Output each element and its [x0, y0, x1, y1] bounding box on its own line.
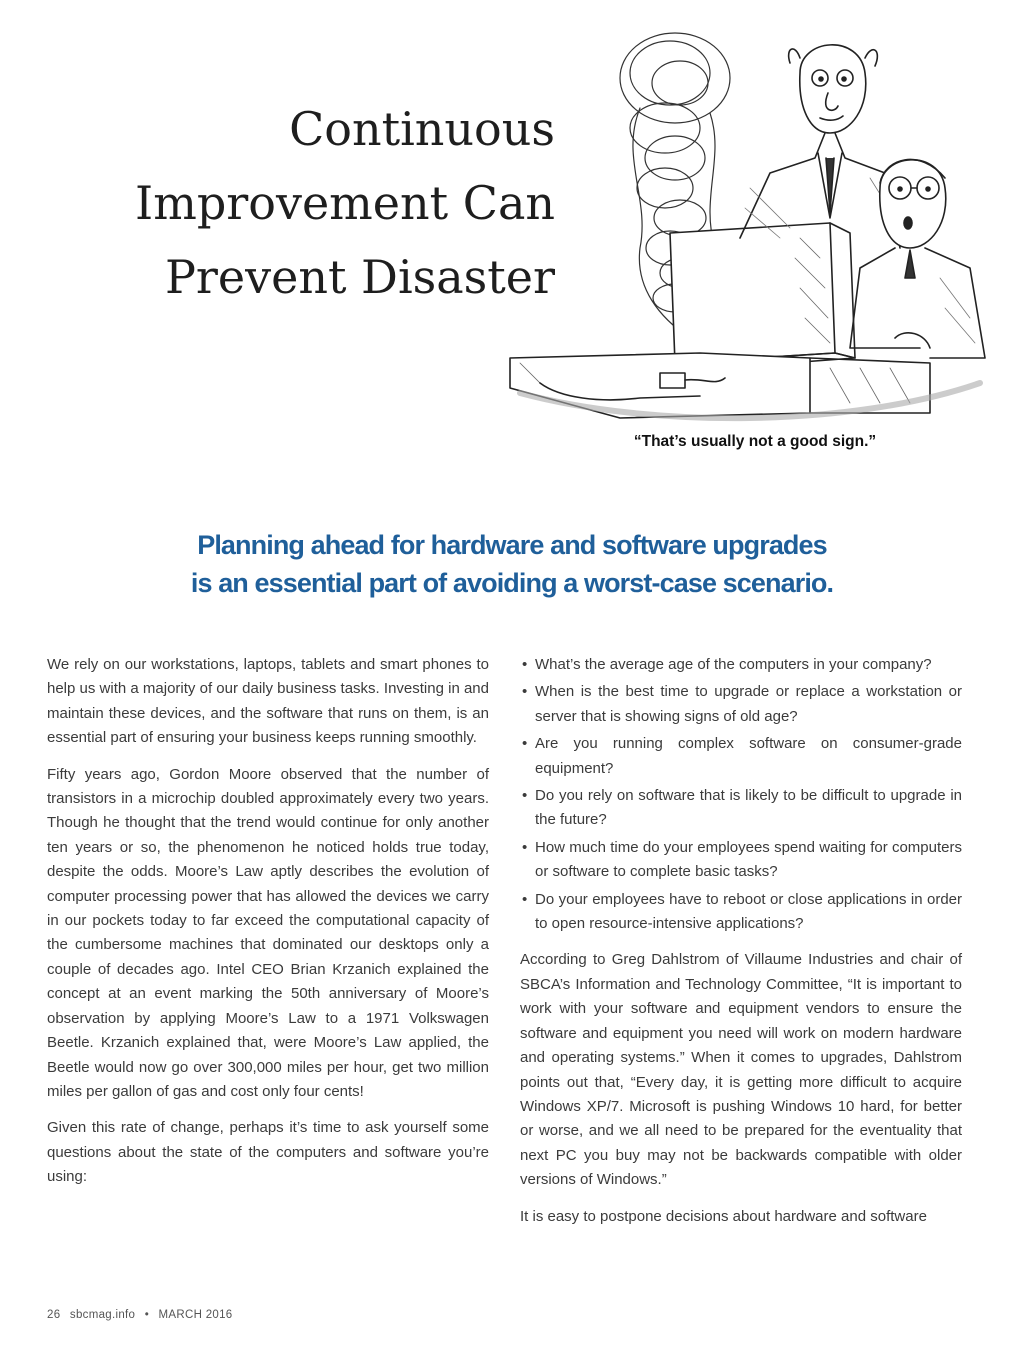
subhead-line: Planning ahead for hardware and software upgrades — [197, 530, 827, 560]
body-paragraph: Given this rate of change, perhaps it’s time to ask yourself some questions about the state of the computers and software you’re using: — [47, 1119, 489, 1186]
title-line: Improvement Can — [135, 176, 555, 230]
questions-list — [520, 653, 962, 936]
body-paragraph: Fifty years ago, Gordon Moore observed that the number of transistors in a microchip doubled approximately every two years. Though he thought that the trend would continue for only another ten years or so, the phenomenon he noticed holds true today, despite the odds. Moore’s Law aptly describes the evolution of computer processing power that has allowed the devices we carry in our pockets today to far exceed the computational capacity of the cumbersome machines that dominated our desktops only a couple of decades ago. Intel CEO Brian Krzanich explained the concept at an event marking the 50th anniversary of Moore’s observation by applying Moore’s Law to a 1971 Volkswagen Beetle. Krzanich explained that, were Moore’s Law applied, the Beetle would now go over 300,000 miles per hour, get two million miles per gallon of gas and cost only four cents! — [47, 765, 489, 1100]
body-paragraph: It is easy to postpone decisions about hardware and software — [520, 1207, 927, 1225]
footer-separator: • — [144, 1309, 150, 1321]
body-paragraph: We rely on our workstations, laptops, tablets and smart phones to help us with a majority of our daily business tasks. Investing in and maintain these devices, and the software that runs on them, is an essential part of ensuring your business keeps running smoothly. — [47, 656, 489, 747]
body-paragraph: According to Greg Dahlstrom of Villaume Industries and chair of SBCA’s Information and Technology Committee, “It is important to work with your software and equipment vendors to ensure the software and equipment you need will work on modern hardware and operating systems.” When it comes to upgrades, Dahlstrom points out that, “Every day, it is getting more difficult to acquire Windows XP/7. Microsoft is pushing Windows 10 hard, for better or worse, and we all need to be prepared for the eventuality that next PC you buy may not be backwards compatible with older versions of Windows.” — [520, 951, 962, 1189]
article-subhead — [40, 526, 984, 602]
standing-man — [740, 45, 900, 248]
title-line: Continuous — [289, 102, 555, 156]
seated-man — [850, 159, 985, 358]
question-item: • What’s the average age of the computers in your company? — [520, 653, 962, 677]
title-line: Prevent Disaster — [164, 250, 555, 304]
subhead-line: is an essential part of avoiding a worst-case scenario. — [190, 568, 834, 598]
left-column — [47, 653, 489, 1202]
article-title — [60, 92, 555, 314]
question-item: • When is the best time to upgrade or replace a workstation or server that is showing signs of old age? — [520, 680, 962, 729]
footer-site: sbcmag.info — [69, 1309, 136, 1321]
computer-monitor — [670, 223, 855, 370]
cartoon-caption: “That’s usually not a good sign.” — [633, 433, 877, 450]
question-item: • How much time do your employees spend waiting for computers or software to complete basic tasks? — [520, 836, 962, 885]
question-item: • Do you rely on software that is likely to be difficult to upgrade in the future? — [520, 784, 962, 833]
question-item: • Do your employees have to reboot or close applications in order to open resource-intensive applications? — [520, 888, 962, 937]
right-column — [520, 653, 962, 1241]
page-footer — [47, 1309, 239, 1321]
question-item: • Are you running complex software on consumer-grade equipment? — [520, 732, 962, 781]
cartoon-illustration — [500, 18, 990, 428]
page-number: 26 — [47, 1309, 61, 1321]
footer-issue: MARCH 2016 — [158, 1309, 233, 1321]
